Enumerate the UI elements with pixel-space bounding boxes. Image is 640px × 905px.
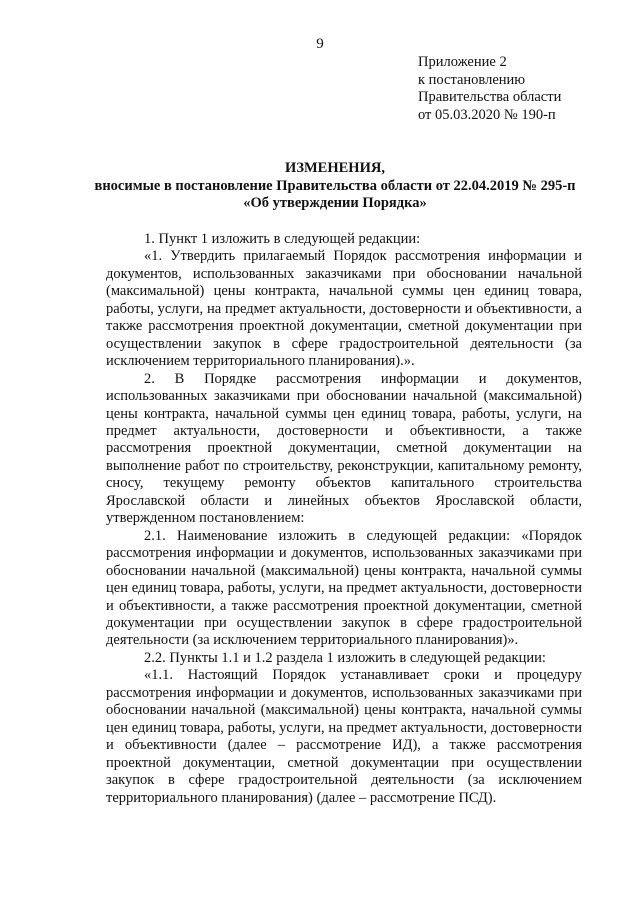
appendix-header [418,54,561,124]
title-heading: ИЗМЕНЕНИЯ, [285,160,385,176]
appendix-line: Приложение 2 [418,54,507,70]
document-body [106,231,582,807]
paragraph: «1.1. Настоящий Порядок устанавливает сроки и процедуру рассмотрения информации и документов, использованных заказчиками при обосновании начальной (максимальной) цены контракта, начальной суммы цен единиц товара, работы, услуги, на предмет актуальности, достоверности и объективности (далее – рассмотрение ИД), а также рассмотрения проектной документации, сметной документации при осуществлении закупок в сфере градостроительной деятельности (за исключением территориального планирования) (далее – рассмотрение ПСД). [106,667,582,806]
appendix-line: от 05.03.2020 № 190-п [418,106,556,123]
paragraph: 2. В Порядке рассмотрения информации и документов, использованных заказчиками при обосновании начальной (максимальной) цены контракта, начальной суммы цен единиц товара, работы, услуги, на предмет актуальности, достоверности и объективности, а также рассмотрения проектной документации, сметной документации на выполнение работ по строительству, реконструкции, капитальному ремонту, сносу, текущему ремонту объектов капитального строительства Ярославской области и линейных объектов Ярославской области, утвержденном постановлением: [106,370,582,527]
document-title [90,160,580,213]
appendix-line: Правительства области [418,89,562,105]
paragraph: 1. Пункт 1 изложить в следующей редакции: [144,231,421,247]
paragraph: «1. Утвердить прилагаемый Порядок рассмотрения информации и документов, использованных заказчиками при обосновании начальной (максимальной) цены контракта, начальной суммы цен единиц товара, работы, услуги, на предмет актуальности, достоверности и объективности, а также рассмотрения проектной документации, сметной документации при осуществлении закупок в сфере градостроительной деятельности (за исключением территориального планирования).». [106,248,582,370]
page-number: 9 [316,36,324,52]
paragraph: 2.1. Наименование изложить в следующей редакции: «Порядок рассмотрения информации и документов, использованных заказчиками при обосновании начальной (максимальной) цены контракта, начальной суммы цен единиц товара, работы, услуги, на предмет актуальности, достоверности и объективности, а также рассмотрения проектной документации, сметной документации при осуществлении закупок в сфере градостроительной деятельности (за исключением территориального планирования)». [106,527,582,649]
paragraph: 2.2. Пункты 1.1 и 1.2 раздела 1 изложить в следующей редакции: [144,649,546,666]
appendix-line: к постановлению [418,71,526,88]
title-subline: «Об утверждении Порядка» [243,195,427,211]
title-subline: вносимые в постановление Правительства области от 22.04.2019 № 295-п [94,177,576,194]
